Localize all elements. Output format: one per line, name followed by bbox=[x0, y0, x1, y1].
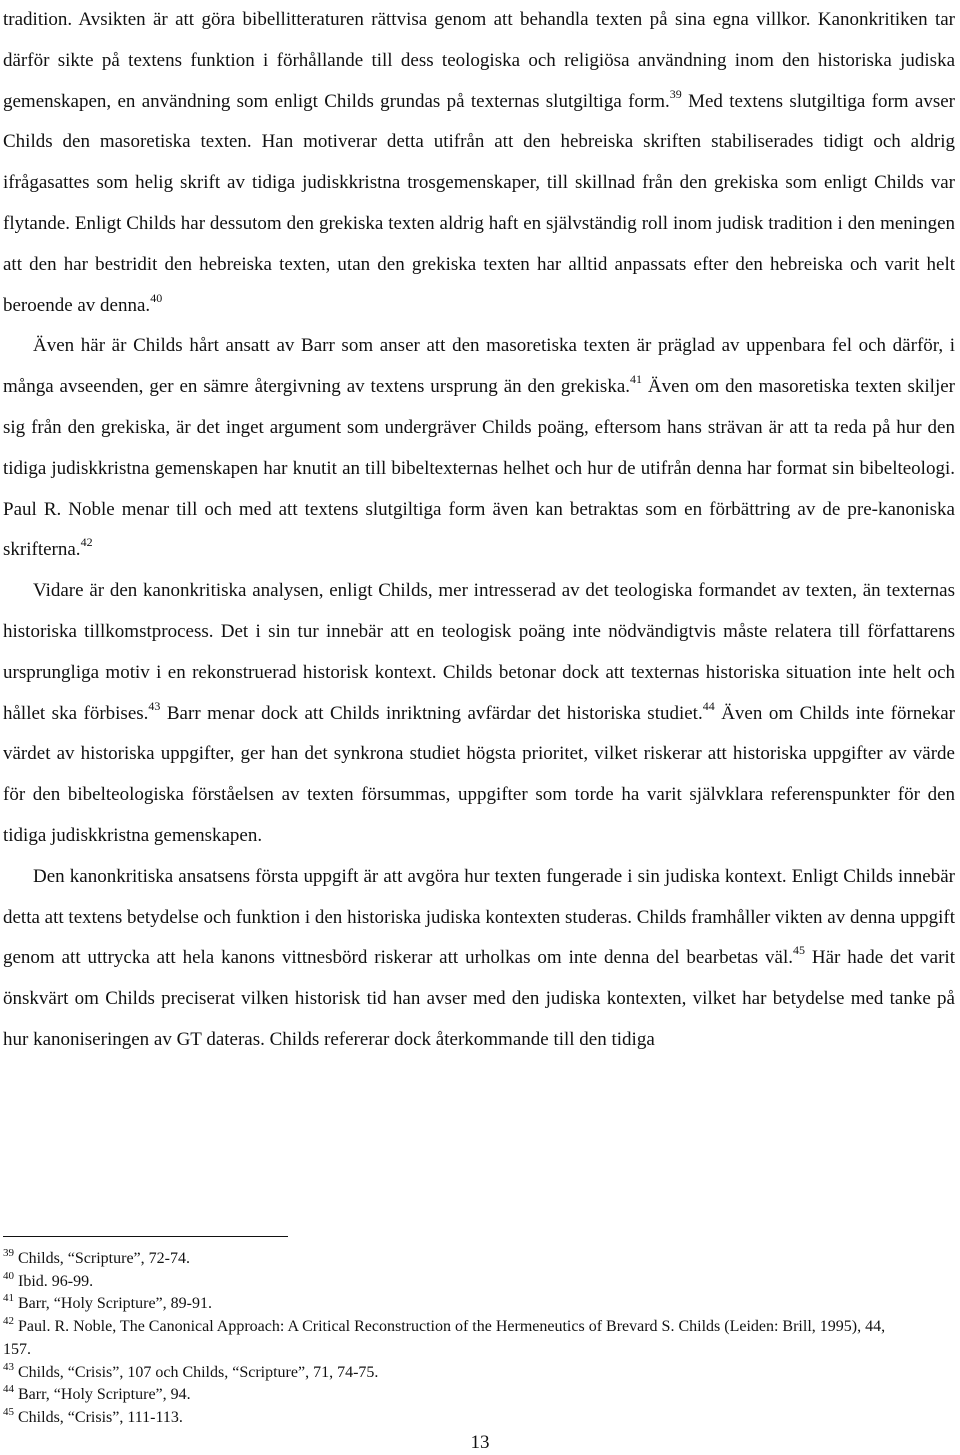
footnote-number: 43 bbox=[3, 1360, 14, 1373]
body-text bbox=[3, 0, 955, 1061]
footnote-ref-43[interactable]: 43 bbox=[148, 698, 161, 713]
footnote-40 bbox=[3, 1271, 903, 1294]
page-number: 13 bbox=[470, 1432, 490, 1453]
footnote-number: 39 bbox=[3, 1247, 14, 1259]
footnote-number: 45 bbox=[3, 1405, 14, 1418]
footnote-number: 42 bbox=[3, 1315, 14, 1328]
paragraph-1-text-a: tradition. Avsikten är att göra bibellitteraturen rättvisa genom att behandla texten på sina egna villkor. Kanonkritiken tar därför sikte på textens funktion i förhållande till dess teologiska och religiösa användning inom den historiska judiska gemenskapen, en användning som enligt Childs grundas på texternas slutgiltiga form. bbox=[3, 9, 955, 112]
footnote-text: Ibid. 96-99. bbox=[18, 1272, 94, 1290]
footnote-43 bbox=[3, 1362, 903, 1385]
footnote-42 bbox=[3, 1316, 903, 1361]
footnote-ref-41[interactable]: 41 bbox=[630, 372, 643, 387]
paragraph-4-text-a: Den kanonkritiska ansatsens första uppgift är att avgöra hur texten fungerade i sin judiska kontext. Enligt Childs innebär detta att textens betydelse och funktion i den historiska judiska kontexten studeras. Childs framhåller vikten av denna uppgift genom att uttrycka att hela kanons vittnesbörd riskerar att urholkas om inte denna del bearbetas väl. bbox=[3, 865, 955, 969]
paragraph-2-text-b: Även om den masoretiska texten skiljer sig från den grekiska, är det inget argument som undergräver Childs poäng, eftersom hans strävan är att ta reda på hur den tidiga judiskkristna gemenskapen har knutit an till bibeltexternas helhet och hur de utifrån denna har format sin bibelteologi. Paul R. Noble menar till och med att textens slutgiltiga form även kan betraktas som en förbättring av de pre-kanoniska skrifterna. bbox=[3, 376, 955, 561]
footnote-ref-42[interactable]: 42 bbox=[80, 535, 93, 550]
footnote-separator bbox=[3, 1236, 288, 1237]
footnote-45 bbox=[3, 1407, 903, 1430]
footnote-ref-44[interactable]: 44 bbox=[702, 698, 715, 713]
paragraph-1-text-b: Med textens slutgiltiga form avser Childs den masoretiska texten. Han motiverar detta utifrån att den hebreiska skriften stabiliserades tidigt och aldrig ifrågasattes som helig skrift av tidiga judiskkristna trosgemenskaper, till skillnad från den grekiska som enligt Childs var flytande. Enligt Childs har dessutom den grekiska texten aldrig haft en självständig roll inom judisk tradition i den meningen att den har bestridit den hebreiska texten, utan den grekiska texten har alltid anpassats efter den hebreiska och varit helt beroende av denna. bbox=[3, 90, 955, 316]
footnote-text: Childs, “Crisis”, 107 och Childs, “Scripture”, 71, 74-75. bbox=[18, 1363, 379, 1381]
paragraph-3-text-c: Även om Childs inte förnekar värdet av historiska uppgifter, ger han det synkrona studiet högsta prioritet, vilket riskerar att historiska uppgifter av värde för den bibelteologiska förståelsen av texten försummas, uppgifter som torde ha varit självklara referenspunkter för den tidiga judiskkristna gemenskapen. bbox=[3, 702, 956, 846]
paragraph-2-text-a: Även här är Childs hårt ansatt av Barr som anser att den masoretiska texten är präglad av uppenbara fel och därför, i många avseenden, ger en sämre återgivning av textens ursprung än den grekiska. bbox=[3, 335, 955, 398]
footnote-44 bbox=[3, 1384, 903, 1407]
footnote-41 bbox=[3, 1293, 903, 1316]
footnote-ref-45[interactable]: 45 bbox=[792, 943, 805, 958]
footnote-number: 44 bbox=[3, 1383, 14, 1396]
footnote-text: Childs, “Crisis”, 111-113. bbox=[18, 1408, 183, 1426]
footnote-ref-39[interactable]: 39 bbox=[669, 86, 682, 101]
paragraph-4 bbox=[3, 857, 955, 1061]
paragraph-1 bbox=[3, 0, 955, 326]
paragraph-3-text-a: Vidare är den kanonkritiska analysen, enligt Childs, mer intresserad av det teologiska formandet av texten, än texternas historiska tillkomstprocess. Det i sin tur innebär att en teologisk poäng inte nödvändigtvis måste relatera till författarens ursprungliga motiv i en rekonstruerad historisk kontext. Childs betonar dock att texternas historiska situation inte helt och hållet ska förbises. bbox=[3, 580, 955, 724]
footnote-text: Paul. R. Noble, The Canonical Approach: A Critical Reconstruction of the Hermeneutics of Brevard S. Childs (Leiden: Brill, 1995), 44, 157. bbox=[3, 1318, 886, 1358]
footnote-number: 41 bbox=[3, 1292, 14, 1305]
footnote-ref-40[interactable]: 40 bbox=[150, 290, 163, 305]
paragraph-2 bbox=[3, 326, 955, 571]
footnote-text: Barr, “Holy Scripture”, 89-91. bbox=[18, 1295, 212, 1313]
footnote-39 bbox=[3, 1248, 903, 1271]
footnote-text: Barr, “Holy Scripture”, 94. bbox=[18, 1386, 191, 1404]
footnote-text: Childs, “Scripture”, 72-74. bbox=[18, 1250, 190, 1267]
footnotes bbox=[3, 1248, 903, 1430]
paragraph-3 bbox=[3, 571, 955, 857]
footnote-number: 40 bbox=[3, 1269, 14, 1282]
paragraph-3-text-b: Barr menar dock att Childs inriktning avfärdar det historiska studiet. bbox=[160, 702, 703, 724]
paragraph-4-text-b: Här hade det varit önskvärt om Childs preciserat vilken historisk tid han avser med den judiska kontexten, vilket har betydelse med tanke på hur kanoniseringen av GT dateras. Childs refererar dock återkommande till den tidiga bbox=[3, 947, 955, 1050]
